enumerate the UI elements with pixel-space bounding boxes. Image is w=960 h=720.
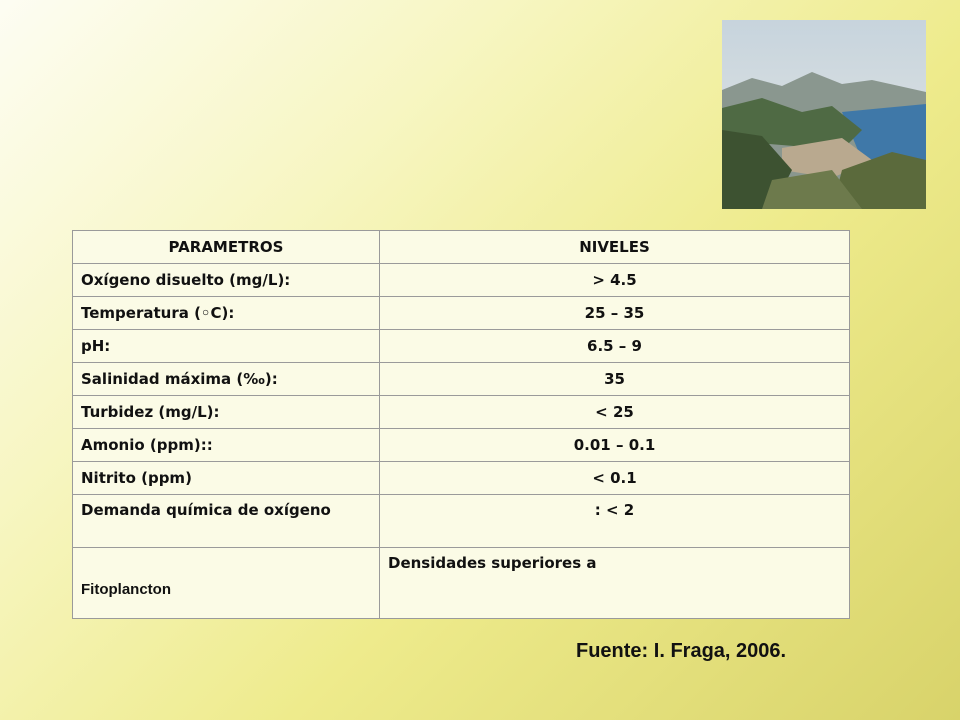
- parameter-cell: Nitrito (ppm): [73, 462, 380, 495]
- table-row: [73, 264, 850, 297]
- level-cell: < 25: [380, 396, 850, 429]
- table-row: [73, 495, 850, 548]
- level-cell: 25 – 35: [380, 297, 850, 330]
- level-cell: < 0.1: [380, 462, 850, 495]
- parameter-cell: Amonio (ppm)::: [73, 429, 380, 462]
- level-cell: 0.01 – 0.1: [380, 429, 850, 462]
- coastal-landscape-photo: [722, 20, 926, 209]
- header-niveles: NIVELES: [380, 231, 850, 264]
- table-row: [73, 396, 850, 429]
- parameter-cell: Temperatura (◦C):: [73, 297, 380, 330]
- level-cell: > 4.5: [380, 264, 850, 297]
- table-row: [73, 297, 850, 330]
- parameter-cell: Salinidad máxima (‰):: [73, 363, 380, 396]
- parameters-table: [72, 230, 850, 619]
- parameter-cell: Turbidez (mg/L):: [73, 396, 380, 429]
- table-header-row: [73, 231, 850, 264]
- header-parametros: PARAMETROS: [73, 231, 380, 264]
- table-row: [73, 363, 850, 396]
- source-citation: Fuente: I. Fraga, 2006.: [576, 640, 787, 662]
- level-cell: : < 2: [380, 495, 850, 548]
- table-row: [73, 330, 850, 363]
- table-row: [73, 429, 850, 462]
- parameter-cell: Fitoplancton: [73, 548, 380, 619]
- level-cell: Densidades superiores a: [380, 548, 850, 619]
- level-cell: 6.5 – 9: [380, 330, 850, 363]
- parameter-cell: Oxígeno disuelto (mg/L):: [73, 264, 380, 297]
- table-row: [73, 548, 850, 619]
- parameter-cell: pH:: [73, 330, 380, 363]
- table-row: [73, 462, 850, 495]
- level-cell: 35: [380, 363, 850, 396]
- parameter-cell: Demanda química de oxígeno: [73, 495, 380, 548]
